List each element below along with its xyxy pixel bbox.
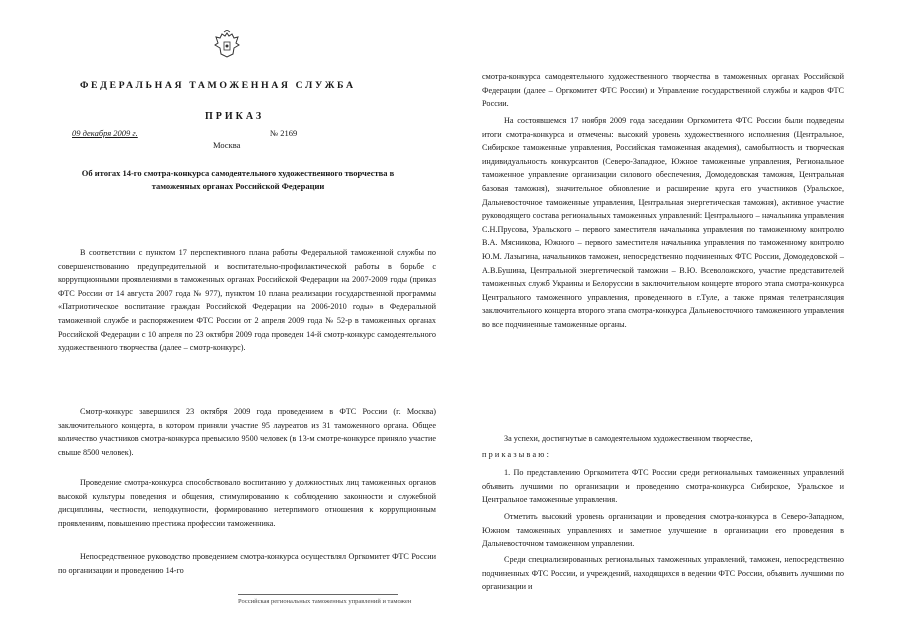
body-paragraph: Среди специализированных региональных таможенных управлений, таможен, непосредственно подчиненных ФТС России, и учреждений, находящихся в ведении ФТС России, объявить лучшими по организации и (482, 555, 844, 592)
order-city: Москва (213, 140, 241, 150)
date-value: 09 декабря 2009 г. (72, 128, 138, 138)
order-title: Об итогах 14-го смотра-конкурса самодеятельного художественного творчества в таможенных органах Российской Федерации (81, 168, 395, 191)
body-paragraph: В соответствии с пунктом 17 перспективного плана работы Федеральной таможенной службы по совершенствованию предупредительной и воспитательно-профилактической работы в борьбе с коррупционными проявлениями в таможенных органах Российской Федерации на 2007-2009 годы (приказ ФТС России от 14 августа 2007 года № 977), пунктом 10 плана реализации государственной программы «Патриотическое воспитание граждан Российской Федерации на 2006-2010 годы» в Федеральной таможенной службе и распоряжением ФТС России от 2 апреля 2009 года № 52-р в таможенных органах Российской Федерации с 10 апреля по 23 октября 2009 года проведен 14-й смотр-конкурс самодеятельного художественного творчества (далее – смотр-конкурс). (58, 248, 436, 353)
order-number: № 2169 (270, 128, 298, 138)
agency-name: ФЕДЕРАЛЬНАЯ ТАМОЖЕННАЯ СЛУЖБА (80, 80, 356, 91)
order-directive: приказываю: (482, 450, 552, 459)
body-paragraph: Проведение смотра-конкурса способствовало воспитанию у должностных лиц таможенных органов высокой культуры поведения и общения, стимулированию к соблюдению законности и служебной дисциплины, честности, неподкупности, формированию нетерпимого отношения к коррупционным проявлениям, повышению престижа профессии таможенника. (58, 478, 436, 528)
order-heading: ПРИКАЗ (205, 111, 265, 122)
footnote-divider (238, 594, 398, 595)
body-paragraph: Смотр-конкурс завершился 23 октября 2009 года проведением в ФТС России (г. Москва) заключительного концерта, в котором приняли участие 95 лауреатов из 31 таможенного органа. Общее количество участников смотра-конкурса превысило 9500 человек (в 13-м смотре-конкурсе приняло участие свыше 8500 человек). (58, 407, 436, 457)
body-paragraph: Отметить высокий уровень организации и проведения смотра-конкурса в Северо-Западном, Южном таможенных управлениях и заметное улучшение в организации его проведения в Дальневосточном таможенном управлении. (482, 512, 844, 549)
state-emblem-icon (214, 30, 240, 60)
footnote: Российская региональных таможенных управлений и таможен (238, 598, 412, 605)
body-paragraph: За успехи, достигнутые в самодеятельном художественном творчестве, (504, 434, 753, 443)
body-paragraph: смотра-конкурса самодеятельного художественного творчества в таможенных органах Российской Федерации (далее – Оргкомитет ФТС России) и Управление государственной службы и кадров ФТС России. (482, 72, 844, 109)
body-paragraph: Непосредственное руководство проведением смотра-конкурса осуществлял Оргкомитет ФТС России по организации и проведению 14-го (58, 552, 436, 575)
body-paragraph: 1. По представлению Оргкомитета ФТС России среди региональных таможенных управлений объявить лучшими по организации и проведению смотра-конкурса Сибирское, Уральское и Центральное таможенные управления. (482, 468, 844, 505)
order-date (72, 128, 138, 138)
body-paragraph: На состоявшемся 17 ноября 2009 года заседании Оргкомитета ФТС России были подведены итоги смотра-конкурса и отмечены: высокий уровень художественного исполнения (Центральное, Сибирское таможенные управления, Российская таможенная академия), самобытность и творческая индивидуальность конкурсантов (Северо-Западное, Южное таможенные управления, Региональное таможенное управление организации силового обеспечения, Домодедовская таможня, Центральная базовая таможня), значительное обновление и расширение круга его участников (Уральское, Дальневосточное таможенные управления, Центральная энергетическая таможня), активное участие руководящего состава региональных таможенных управлений: Центрального – начальника управления С.Н.Прусова, Уральского – первого заместителя начальника управления по таможенному контролю В.А. Мясникова, Южного – первого заместителя начальника управления по таможенному контролю Ю.М. Лазыгина, начальников таможен, непосредственно подчиненных ФТС России, Домодедовской – А.В.Бушина, Центральной энергетической таможни – В.Ю. Всеволожского, участие представителей таможенных служб Украины и Белоруссии в заключительном концерте второго этапа смотра-конкурса Центрального таможенного управления, проведенного в г.Туле, а также прямая телетрансляция заключительного концерта второго этапа смотра-конкурса Дальневосточного таможенного управления во все подчиненные таможенные органы. (482, 116, 844, 329)
